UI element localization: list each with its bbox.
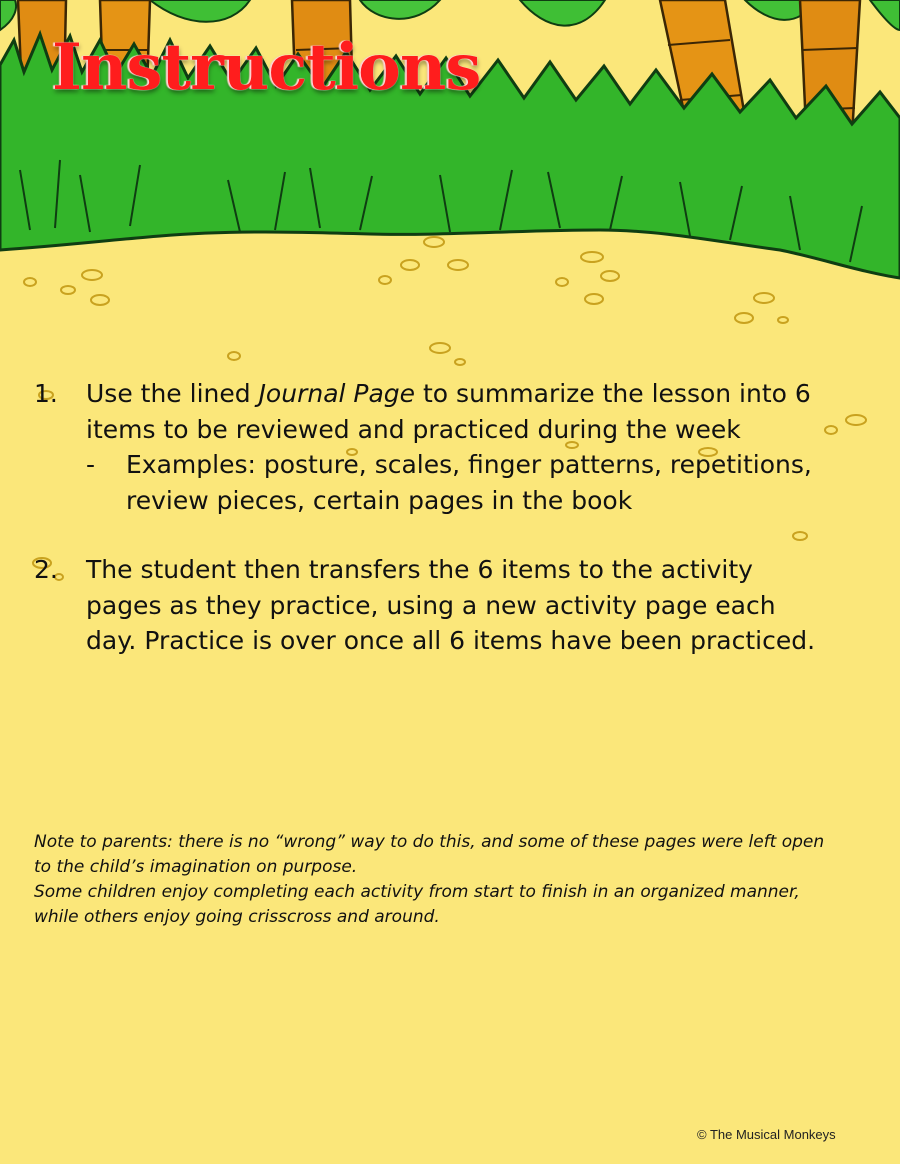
step-text-after: to summarize the lesson into 6 items to be reviewed and practiced during the week bbox=[86, 379, 811, 444]
parents-note bbox=[34, 830, 834, 930]
step-text-before: Use the lined bbox=[86, 379, 259, 408]
parents-note-line-2: Some children enjoy completing each activity from start to finish in an organized manner, while others enjoy going crisscross and around. bbox=[34, 882, 800, 927]
step-number: 2. bbox=[34, 555, 58, 584]
copyright-notice: © The Musical Monkeys bbox=[697, 1127, 836, 1142]
parents-note-line-1: Note to parents: there is no “wrong” way to do this, and some of these pages were left open to the child’s imagination on purpose. bbox=[34, 832, 825, 877]
instruction-step-1 bbox=[34, 376, 824, 518]
journal-page-emphasis: Journal Page bbox=[258, 379, 416, 408]
examples-subitem bbox=[86, 447, 824, 518]
step-body bbox=[86, 376, 824, 518]
examples-text: Examples: posture, scales, finger patterns, repetitions, review pieces, certain pages in the book bbox=[126, 450, 812, 515]
step-text: The student then transfers the 6 items to the activity pages as they practice, using a new activity page each day. Practice is over once all 6 items have been practiced. bbox=[86, 555, 816, 655]
step-body bbox=[86, 552, 824, 659]
page-title: Instructions bbox=[52, 30, 481, 105]
sub-bullet: - bbox=[86, 450, 96, 479]
step-number: 1. bbox=[34, 379, 58, 408]
instruction-step-2 bbox=[34, 552, 824, 659]
instruction-list bbox=[34, 376, 824, 659]
